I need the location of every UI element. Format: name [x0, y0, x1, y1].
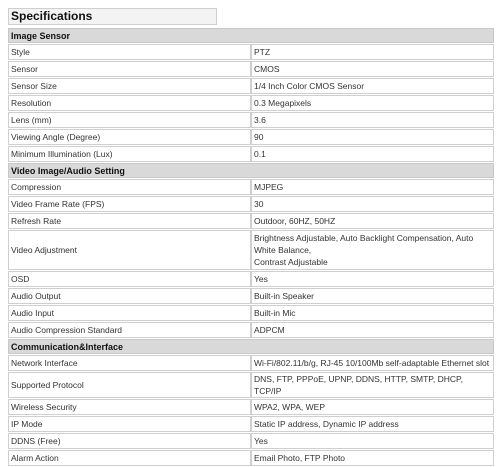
spec-label: Audio Input [8, 305, 251, 321]
table-row [8, 372, 494, 398]
spec-label: Wireless Security [8, 399, 251, 415]
spec-value: Static IP address, Dynamic IP address [251, 416, 494, 432]
spec-label: Video Frame Rate (FPS) [8, 196, 251, 212]
table-row [8, 322, 494, 338]
table-row [8, 355, 494, 371]
table-row [8, 179, 494, 195]
page-title: Specifications [8, 8, 217, 25]
spec-value: 0.1 [251, 146, 494, 162]
table-row [8, 230, 494, 270]
spec-label: Resolution [8, 95, 251, 111]
spec-value: Yes [251, 271, 494, 287]
spec-label: OSD [8, 271, 251, 287]
spec-value: Built-in Mic [251, 305, 494, 321]
section-title: Image Sensor [8, 28, 494, 43]
table-row [8, 433, 494, 449]
spec-value: ADPCM [251, 322, 494, 338]
spec-label: Supported Protocol [8, 372, 251, 398]
section-header-image-sensor [8, 28, 494, 43]
spec-value: 90 [251, 129, 494, 145]
section-header-video-audio [8, 163, 494, 178]
spec-value: Outdoor, 60HZ, 50HZ [251, 213, 494, 229]
table-row [8, 399, 494, 415]
spec-label: Compression [8, 179, 251, 195]
title-row [8, 8, 217, 25]
spec-label: Viewing Angle (Degree) [8, 129, 251, 145]
table-row [8, 213, 494, 229]
table-row [8, 450, 494, 466]
spec-value: 30 [251, 196, 494, 212]
table-row [8, 112, 494, 128]
spec-value: PTZ [251, 44, 494, 60]
table-row [8, 129, 494, 145]
table-row [8, 61, 494, 77]
spec-label: Lens (mm) [8, 112, 251, 128]
table-row [8, 305, 494, 321]
spec-label: Network Interface [8, 355, 251, 371]
table-row [8, 196, 494, 212]
spec-value: 3.6 [251, 112, 494, 128]
table-row [8, 416, 494, 432]
spec-label: Refresh Rate [8, 213, 251, 229]
spec-value: CMOS [251, 61, 494, 77]
spec-value: Wi-Fi/802.11/b/g, RJ-45 10/100Mb self-adaptable Ethernet slot [251, 355, 494, 371]
spec-label: IP Mode [8, 416, 251, 432]
spec-value: WPA2, WPA, WEP [251, 399, 494, 415]
spec-label: DDNS (Free) [8, 433, 251, 449]
section-header-communication [8, 339, 494, 354]
table-row [8, 146, 494, 162]
spec-label: Sensor [8, 61, 251, 77]
table-row [8, 288, 494, 304]
table-row [8, 271, 494, 287]
spec-label: Audio Output [8, 288, 251, 304]
spec-label: Alarm Action [8, 450, 251, 466]
spec-value: Email Photo, FTP Photo [251, 450, 494, 466]
spec-label: Sensor Size [8, 78, 251, 94]
section-title: Video Image/Audio Setting [8, 163, 494, 178]
table-row [8, 78, 494, 94]
spec-label: Style [8, 44, 251, 60]
specifications-table [8, 27, 494, 467]
table-row [8, 95, 494, 111]
spec-value: Built-in Speaker [251, 288, 494, 304]
table-row [8, 44, 494, 60]
section-title: Communication&Interface [8, 339, 494, 354]
spec-value: Brightness Adjustable, Auto Backlight Compensation, Auto White Balance, Contrast Adjustable [251, 230, 494, 270]
spec-value: DNS, FTP, PPPoE, UPNP, DDNS, HTTP, SMTP, DHCP, TCP/IP [251, 372, 494, 398]
spec-label: Minimum Illumination (Lux) [8, 146, 251, 162]
spec-value: 0.3 Megapixels [251, 95, 494, 111]
spec-value: Yes [251, 433, 494, 449]
spec-label: Video Adjustment [8, 230, 251, 270]
spec-label: Audio Compression Standard [8, 322, 251, 338]
spec-value: MJPEG [251, 179, 494, 195]
spec-value: 1/4 Inch Color CMOS Sensor [251, 78, 494, 94]
